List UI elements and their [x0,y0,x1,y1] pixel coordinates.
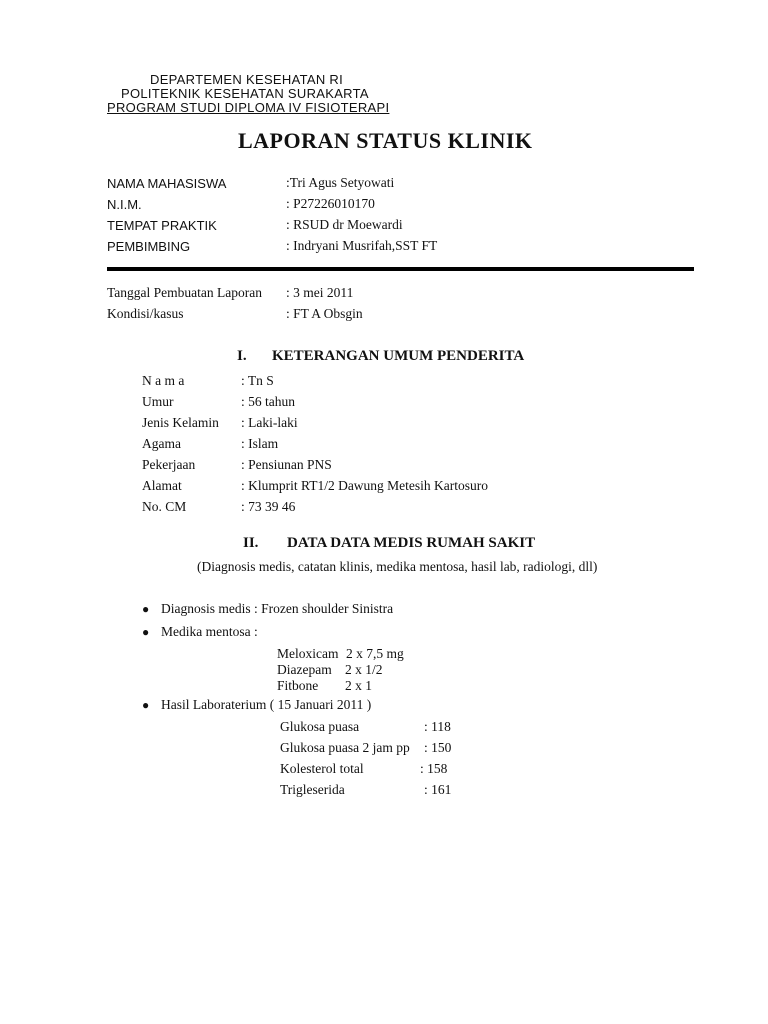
section1-number: I. [237,348,247,364]
lab-name: Trigleserida [280,782,345,797]
bullet-icon: ● [142,625,150,639]
lab-value: : 158 [420,761,448,776]
lab-name: Glukosa puasa [280,719,360,734]
med-dose: 2 x 1/2 [345,662,383,677]
student-label-name: NAMA MAHASISWA [107,176,227,191]
header-institution: POLITEKNIK KESEHATAN SURAKARTA [121,86,369,101]
bullet-icon: ● [142,602,150,616]
med-name: Diazepam [277,662,332,677]
lab-value: : 150 [424,740,452,755]
med-name: Meloxicam [277,646,339,661]
student-label-place: TEMPAT PRAKTIK [107,218,217,233]
student-value-name: :Tri Agus Setyowati [286,175,395,190]
patient-value-sex: : Laki-laki [241,415,298,430]
lab-name: Glukosa puasa 2 jam pp [280,740,410,755]
report-label-case: Kondisi/kasus [107,306,184,321]
section2-number: II. [243,535,259,551]
header-department: DEPARTEMEN KESEHATAN RI [150,72,344,87]
diagnosis-text: Diagnosis medis : Frozen shoulder Sinistra [161,601,394,616]
horizontal-rule [107,267,694,271]
patient-value-cm: : 73 39 46 [241,499,296,514]
bullet-icon: ● [142,698,150,712]
patient-label-sex: Jenis Kelamin [142,415,219,430]
student-value-nim: : P27226010170 [286,196,375,211]
patient-label-religion: Agama [142,436,181,451]
report-value-case: : FT A Obsgin [286,306,363,321]
patient-label-name: N a m a [142,373,185,388]
lab-label: Hasil Laboraterium ( 15 Januari 2011 ) [161,697,372,712]
section2-subtitle: (Diagnosis medis, catatan klinis, medika mentosa, hasil lab, radiologi, dll) [197,559,598,574]
medika-label: Medika mentosa : [161,624,258,639]
patient-label-age: Umur [142,394,174,409]
section1-title: KETERANGAN UMUM PENDERITA [272,348,525,364]
patient-value-age: : 56 tahun [241,394,295,409]
patient-value-religion: : Islam [241,436,279,451]
patient-value-occupation: : Pensiunan PNS [241,457,332,472]
page-title: LAPORAN STATUS KLINIK [238,128,533,153]
med-dose: 2 x 1 [345,678,372,693]
student-label-supervisor: PEMBIMBING [107,239,191,254]
header-program: PROGRAM STUDI DIPLOMA IV FISIOTERAPI [107,100,390,115]
med-name: Fitbone [277,678,319,693]
report-label-date: Tanggal Pembuatan Laporan [107,285,262,300]
lab-value: : 161 [424,782,452,797]
patient-label-address: Alamat [142,478,182,493]
lab-name: Kolesterol total [280,761,364,776]
section2-title: DATA DATA MEDIS RUMAH SAKIT [287,535,536,551]
report-value-date: : 3 mei 2011 [286,285,354,300]
med-dose: 2 x 7,5 mg [346,646,404,661]
patient-label-occupation: Pekerjaan [142,457,196,472]
patient-value-address: : Klumprit RT1/2 Dawung Metesih Kartosuro [241,478,489,493]
student-value-supervisor: : Indryani Musrifah,SST FT [286,238,438,253]
student-label-nim: N.I.M. [107,197,142,212]
lab-value: : 118 [424,719,451,734]
patient-value-name: : Tn S [241,373,274,388]
student-value-place: : RSUD dr Moewardi [286,217,403,232]
patient-label-cm: No. CM [142,499,187,514]
